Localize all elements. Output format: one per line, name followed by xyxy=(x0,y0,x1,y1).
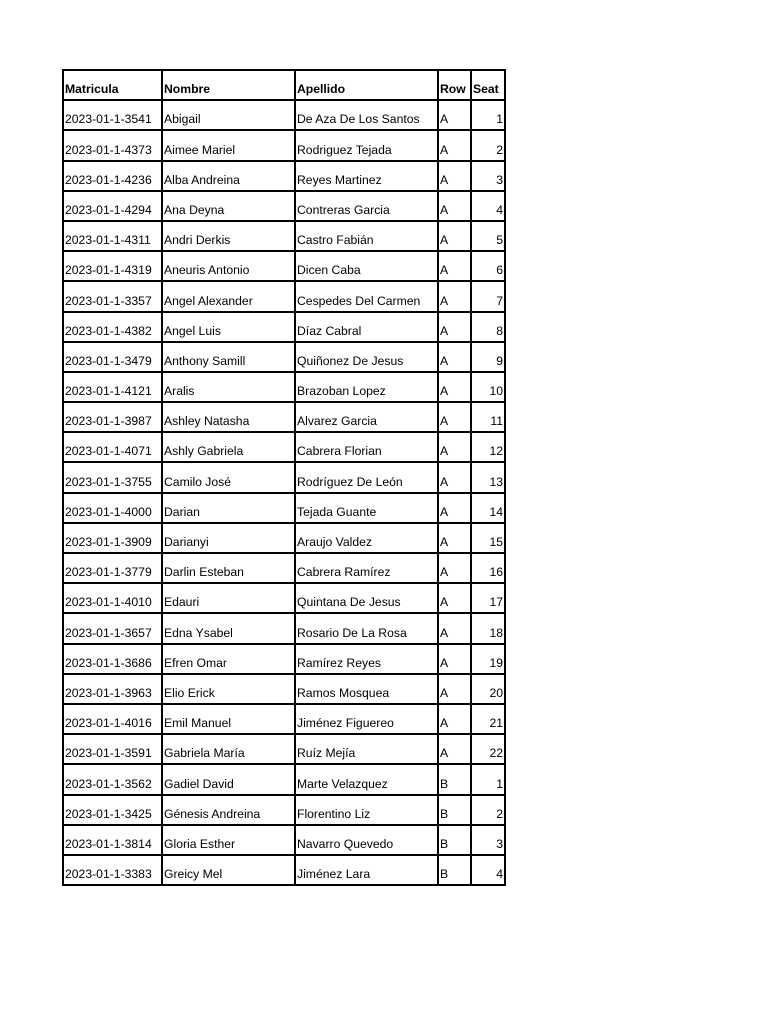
cell-seat: 21 xyxy=(471,704,505,734)
cell-apellido: Castro Fabián xyxy=(295,221,438,251)
cell-apellido: Ramírez Reyes xyxy=(295,644,438,674)
cell-nombre: Gloria Esther xyxy=(162,825,295,855)
cell-apellido: Tejada Guante xyxy=(295,493,438,523)
cell-seat: 15 xyxy=(471,523,505,553)
cell-nombre: Alba Andreina xyxy=(162,161,295,191)
cell-row: B xyxy=(438,855,471,885)
cell-matricula: 2023-01-1-3591 xyxy=(63,734,162,764)
cell-matricula: 2023-01-1-3479 xyxy=(63,342,162,372)
cell-row: A xyxy=(438,553,471,583)
student-seating-sheet xyxy=(62,69,506,886)
cell-seat: 1 xyxy=(471,764,505,794)
cell-apellido: Jiménez Figuereo xyxy=(295,704,438,734)
cell-matricula: 2023-01-1-3963 xyxy=(63,674,162,704)
cell-nombre: Génesis Andreina xyxy=(162,795,295,825)
cell-nombre: Darlin Esteban xyxy=(162,553,295,583)
cell-row: A xyxy=(438,191,471,221)
cell-matricula: 2023-01-1-4000 xyxy=(63,493,162,523)
cell-matricula: 2023-01-1-3686 xyxy=(63,644,162,674)
table-row xyxy=(63,251,505,281)
cell-nombre: Aralis xyxy=(162,372,295,402)
cell-matricula: 2023-01-1-4311 xyxy=(63,221,162,251)
cell-nombre: Edauri xyxy=(162,583,295,613)
cell-row: B xyxy=(438,764,471,794)
cell-seat: 2 xyxy=(471,130,505,160)
cell-nombre: Anthony Samill xyxy=(162,342,295,372)
table-row xyxy=(63,704,505,734)
table-row xyxy=(63,432,505,462)
cell-seat: 3 xyxy=(471,825,505,855)
cell-nombre: Aneuris Antonio xyxy=(162,251,295,281)
cell-row: B xyxy=(438,825,471,855)
table-row xyxy=(63,130,505,160)
cell-nombre: Darianyi xyxy=(162,523,295,553)
cell-nombre: Camilo José xyxy=(162,462,295,492)
cell-row: A xyxy=(438,704,471,734)
header-apellido: Apellido xyxy=(295,70,438,100)
cell-nombre: Edna Ysabel xyxy=(162,613,295,643)
cell-apellido: Dicen Caba xyxy=(295,251,438,281)
cell-matricula: 2023-01-1-3425 xyxy=(63,795,162,825)
cell-row: A xyxy=(438,281,471,311)
cell-matricula: 2023-01-1-4373 xyxy=(63,130,162,160)
cell-seat: 2 xyxy=(471,795,505,825)
cell-row: A xyxy=(438,251,471,281)
cell-apellido: Rodríguez De León xyxy=(295,462,438,492)
cell-row: A xyxy=(438,402,471,432)
cell-row: A xyxy=(438,734,471,764)
cell-nombre: Darian xyxy=(162,493,295,523)
table-row xyxy=(63,402,505,432)
cell-nombre: Efren Omar xyxy=(162,644,295,674)
cell-row: A xyxy=(438,583,471,613)
cell-row: A xyxy=(438,644,471,674)
cell-nombre: Angel Luis xyxy=(162,312,295,342)
cell-nombre: Ashley Natasha xyxy=(162,402,295,432)
cell-matricula: 2023-01-1-3357 xyxy=(63,281,162,311)
cell-seat: 17 xyxy=(471,583,505,613)
cell-nombre: Aimee Mariel xyxy=(162,130,295,160)
cell-nombre: Elio Erick xyxy=(162,674,295,704)
cell-row: A xyxy=(438,312,471,342)
cell-apellido: Florentino Liz xyxy=(295,795,438,825)
cell-seat: 5 xyxy=(471,221,505,251)
cell-matricula: 2023-01-1-3541 xyxy=(63,100,162,130)
table-row xyxy=(63,855,505,885)
cell-matricula: 2023-01-1-3562 xyxy=(63,764,162,794)
cell-row: A xyxy=(438,462,471,492)
cell-seat: 1 xyxy=(471,100,505,130)
cell-seat: 22 xyxy=(471,734,505,764)
table-row xyxy=(63,553,505,583)
table-row xyxy=(63,312,505,342)
cell-matricula: 2023-01-1-4236 xyxy=(63,161,162,191)
table-row xyxy=(63,342,505,372)
table-row xyxy=(63,100,505,130)
cell-seat: 9 xyxy=(471,342,505,372)
cell-matricula: 2023-01-1-4121 xyxy=(63,372,162,402)
cell-matricula: 2023-01-1-4071 xyxy=(63,432,162,462)
cell-seat: 13 xyxy=(471,462,505,492)
cell-seat: 16 xyxy=(471,553,505,583)
table-row xyxy=(63,523,505,553)
cell-matricula: 2023-01-1-4294 xyxy=(63,191,162,221)
table-row xyxy=(63,191,505,221)
table-row xyxy=(63,221,505,251)
table-row xyxy=(63,644,505,674)
cell-seat: 4 xyxy=(471,191,505,221)
cell-seat: 20 xyxy=(471,674,505,704)
cell-matricula: 2023-01-1-4319 xyxy=(63,251,162,281)
cell-seat: 4 xyxy=(471,855,505,885)
cell-apellido: Navarro Quevedo xyxy=(295,825,438,855)
cell-nombre: Emil Manuel xyxy=(162,704,295,734)
cell-seat: 7 xyxy=(471,281,505,311)
cell-matricula: 2023-01-1-3755 xyxy=(63,462,162,492)
cell-matricula: 2023-01-1-3909 xyxy=(63,523,162,553)
cell-seat: 19 xyxy=(471,644,505,674)
cell-apellido: Brazoban Lopez xyxy=(295,372,438,402)
table-row xyxy=(63,161,505,191)
cell-row: A xyxy=(438,432,471,462)
table-row xyxy=(63,462,505,492)
header-row: Row xyxy=(438,70,471,100)
cell-matricula: 2023-01-1-4382 xyxy=(63,312,162,342)
cell-nombre: Gadiel David xyxy=(162,764,295,794)
table-row xyxy=(63,613,505,643)
cell-seat: 6 xyxy=(471,251,505,281)
cell-row: A xyxy=(438,342,471,372)
cell-apellido: Quiñonez De Jesus xyxy=(295,342,438,372)
cell-apellido: Cabrera Ramírez xyxy=(295,553,438,583)
table-row xyxy=(63,674,505,704)
cell-nombre: Abigail xyxy=(162,100,295,130)
cell-row: B xyxy=(438,795,471,825)
cell-apellido: Contreras Garcia xyxy=(295,191,438,221)
cell-row: A xyxy=(438,372,471,402)
seating-table xyxy=(62,69,506,886)
header-seat: Seat xyxy=(471,70,505,100)
cell-row: A xyxy=(438,100,471,130)
cell-seat: 14 xyxy=(471,493,505,523)
table-row xyxy=(63,281,505,311)
cell-apellido: Reyes Martinez xyxy=(295,161,438,191)
table-row xyxy=(63,825,505,855)
table-row xyxy=(63,372,505,402)
header-nombre: Nombre xyxy=(162,70,295,100)
cell-row: A xyxy=(438,523,471,553)
cell-row: A xyxy=(438,613,471,643)
table-row xyxy=(63,493,505,523)
header-matricula: Matricula xyxy=(63,70,162,100)
cell-matricula: 2023-01-1-3987 xyxy=(63,402,162,432)
cell-matricula: 2023-01-1-3779 xyxy=(63,553,162,583)
cell-seat: 11 xyxy=(471,402,505,432)
cell-apellido: De Aza De Los Santos xyxy=(295,100,438,130)
cell-apellido: Alvarez Garcia xyxy=(295,402,438,432)
cell-nombre: Ana Deyna xyxy=(162,191,295,221)
cell-seat: 3 xyxy=(471,161,505,191)
cell-apellido: Ruíz Mejía xyxy=(295,734,438,764)
cell-apellido: Cabrera Florian xyxy=(295,432,438,462)
table-row xyxy=(63,734,505,764)
cell-apellido: Jiménez Lara xyxy=(295,855,438,885)
cell-apellido: Rodriguez Tejada xyxy=(295,130,438,160)
header-row xyxy=(63,70,505,100)
cell-seat: 12 xyxy=(471,432,505,462)
cell-matricula: 2023-01-1-3814 xyxy=(63,825,162,855)
cell-row: A xyxy=(438,221,471,251)
cell-nombre: Angel Alexander xyxy=(162,281,295,311)
cell-nombre: Andri Derkis xyxy=(162,221,295,251)
cell-apellido: Ramos Mosquea xyxy=(295,674,438,704)
table-row xyxy=(63,795,505,825)
cell-seat: 18 xyxy=(471,613,505,643)
cell-row: A xyxy=(438,130,471,160)
cell-apellido: Díaz Cabral xyxy=(295,312,438,342)
table-row xyxy=(63,583,505,613)
cell-row: A xyxy=(438,674,471,704)
cell-apellido: Quintana De Jesus xyxy=(295,583,438,613)
cell-nombre: Gabriela María xyxy=(162,734,295,764)
cell-apellido: Marte Velazquez xyxy=(295,764,438,794)
cell-apellido: Araujo Valdez xyxy=(295,523,438,553)
cell-matricula: 2023-01-1-4016 xyxy=(63,704,162,734)
table-body xyxy=(63,100,505,885)
cell-apellido: Rosario De La Rosa xyxy=(295,613,438,643)
cell-seat: 10 xyxy=(471,372,505,402)
cell-matricula: 2023-01-1-4010 xyxy=(63,583,162,613)
cell-apellido: Cespedes Del Carmen xyxy=(295,281,438,311)
cell-nombre: Ashly Gabriela xyxy=(162,432,295,462)
cell-row: A xyxy=(438,161,471,191)
cell-nombre: Greicy Mel xyxy=(162,855,295,885)
cell-matricula: 2023-01-1-3383 xyxy=(63,855,162,885)
table-row xyxy=(63,764,505,794)
cell-seat: 8 xyxy=(471,312,505,342)
cell-row: A xyxy=(438,493,471,523)
cell-matricula: 2023-01-1-3657 xyxy=(63,613,162,643)
